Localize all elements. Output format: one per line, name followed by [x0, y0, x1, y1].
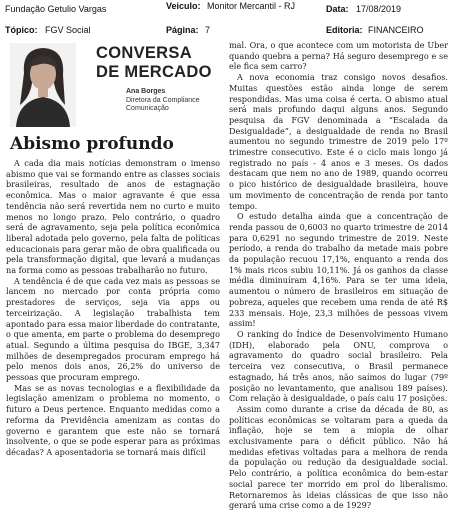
- author-photo: [10, 43, 76, 127]
- page-label: Página:: [166, 25, 199, 35]
- paragraph: Mas se as novas tecnologias e a flexibilidade da legislação amenizam o problema no momento, o futuro a Deus pertence. Enquanto medidas como a reforma da Previdência amenizam as contas do governo e garantem que este não se tornará insolvente, o que se pode esperar para as próximas décadas? A aposentadoria se tornará mais difícil: [6, 382, 220, 457]
- topic-value: FGV Social: [45, 25, 91, 35]
- topic-label: Tópico:: [5, 25, 38, 35]
- paragraph: mal. Ora, o que acontece com um motorista de Uber quando quebra a perna? Há seguro desemprego e se ele fica sem carro?: [229, 40, 448, 72]
- source-foundation: Fundação Getulio Vargas: [5, 4, 107, 14]
- article-clipping: [0, 40, 452, 511]
- page-value: 7: [205, 25, 211, 35]
- paragraph: O ranking do Índice de Desenvolvimento Humano (IDH), elaborado pela ONU, comprova o agravamento do quadro social brasileiro. Pela terceira vez consecutiva, o Brasil permanece estagnado, há três anos, não saímos do lugar (79º posição no levantamento, que analisou 189 países). Com relação à desigualdade, o país caiu 17 posições.: [229, 328, 448, 404]
- date-label: Data:: [326, 4, 349, 14]
- article-headline: Abismo profundo: [10, 134, 174, 154]
- article-column-left: [6, 40, 220, 458]
- veiculo-value: Monitor Mercantil - RJ: [207, 1, 296, 11]
- article-column-right: [229, 40, 448, 511]
- author-company: Comunicação: [126, 105, 169, 112]
- author-name: Ana Borges: [126, 88, 166, 95]
- column-title: CONVERSA DE MERCADO: [96, 44, 212, 81]
- veiculo-label: Veiculo:: [166, 1, 201, 11]
- date-value: 17/08/2019: [356, 4, 402, 14]
- section-label: Editoria:: [326, 25, 363, 35]
- paragraph: A cada dia mais notícias demonstram o imenso abismo que vai se formando entre as classes sociais brasileiras, resultado de anos de estagnação econômica. Mas o maior agravante é que essa tendência não será revertida nem no curto e muito menos no longo prazo. Pelo contrário, o quadro será de agravamento, seja pela política econômica liberal adotada pelo governo, pela falta de políticas educacionais para gerar mão de obra qualificada ou pela transformação digital, que levará a mudanças na forma como as pessoas trabalharão no futuro.: [6, 158, 220, 276]
- author-role: Diretora da Compliance: [126, 96, 200, 104]
- section-value: FINANCEIRO: [368, 25, 424, 35]
- column-banner: [6, 40, 220, 130]
- paragraph: A nova economia traz consigo novos desafios. Muitas questões estão ainda longe de serem respondidas. Mas uma coisa é certa. O abismo atual será mais profundo daqui alguns anos. Segundo pesquisa da FGV denominada a “Escalada da Desigualdade”, a desigualdade de renda no Brasil aumentou no segundo trimestre de 2019 pelo 17º trimestre consecutivo. Este é o ciclo mais longo já registrado no país - 4 anos e 3 meses. Os dados destacam que nem no ano de 1989, quando ocorreu o pico histórico de desigualdade brasileira, houve um movimento de concentração de renda por tanto tempo.: [229, 72, 448, 211]
- author-byline: [126, 88, 200, 114]
- paragraph: O estudo detalha ainda que a concentração de renda passou de 0,6003 no quarto trimestre de 2014 para 0,6291 no segundo trimestre de 2019. Neste período, a renda do trabalho da metade mais pobre da população recuou 17,1%, enquanto a renda dos 1% mais ricos subiu 10,11%. Já os ganhos da classe média diminuíram 4,16%. Para se ter uma ideia, aumentou o número de brasileiros em situação de pobreza, aqueles que recebem uma renda de até R$ 233 mensais. Hoje, 23,3 milhões de pessoas vivem assim!: [229, 211, 448, 329]
- paragraph: Assim como durante a crise da década de 80, as políticas econômicas se voltaram para a queda da inflação, hoje se tem a miopia de olhar exclusivamente para o déficit público. Não há medidas efetivas voltadas para a melhora de renda da população ou redução da desigualdade social. Pelo contrário, a política econômica do bem-estar social parece ter morrido em prol do liberalismo. Retornaremos às ideias clássicas de que isso não gerará uma crise como a de 1929?: [229, 403, 448, 511]
- paragraph: A tendência é de que cada vez mais as pessoas se lancem no mercado por conta própria como prestadores de serviços, seja via apps ou terceirização. A legislação trabalhista tem apontado para essa maior liberdade do contratante, o que amenta, em parte o problema do desemprego atual. Segundo a última pesquisa do IBGE, 3,347 milhões de desempregados procuram emprego há pelo menos dois anos, 26,2% do universo de pessoas que procuram emprego.: [6, 275, 220, 383]
